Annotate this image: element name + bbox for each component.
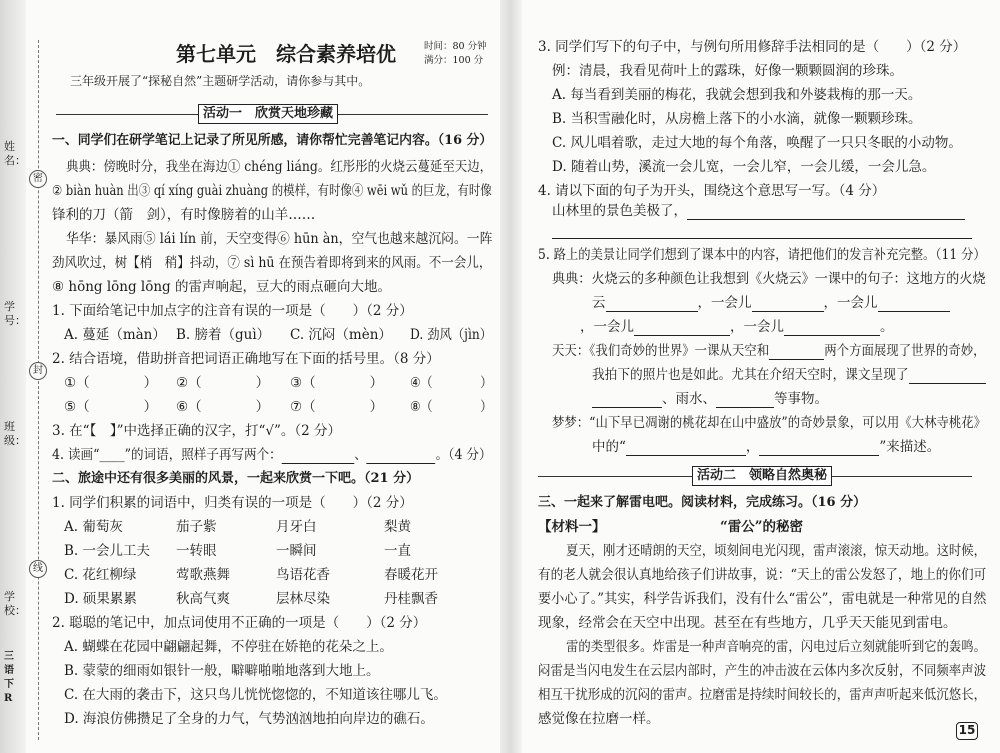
q5-tiantian-line1 bbox=[552, 342, 986, 360]
word-row-d[interactable] bbox=[64, 590, 438, 608]
material-p1-line1: 夏天，刚才还晴朗的天空，顷刻间电光闪现，雷声滚滚，惊天动地。这时候， bbox=[566, 543, 986, 559]
text: 、雨水、 bbox=[662, 391, 716, 407]
option-2-c[interactable]: C. 在大雨的袭击下，这只鸟儿恍恍惚惚的，不知道该往哪儿飞。 bbox=[64, 687, 447, 703]
text: 。 bbox=[880, 319, 894, 335]
seal-line bbox=[38, 40, 39, 740]
option-2-d[interactable]: D. 海浪仿佛攒足了全身的力气，气势汹汹地拍向岸边的礁石。 bbox=[64, 711, 434, 727]
section3-heading: 三、一起来了解雷电吧。阅读材料，完成练习。（16 分） bbox=[538, 495, 867, 510]
option-3-d[interactable]: D. 随着山势，溪流一会儿宽，一会儿窄，一会儿缓，一会儿急。 bbox=[552, 159, 936, 175]
q5-diandian-line1: 典典：火烧云的多种颜色让我想到《火烧云》一课中的句子：这地方的火烧 bbox=[552, 271, 986, 287]
blank-sky-1[interactable] bbox=[909, 370, 986, 384]
option-2-b[interactable]: B. 蒙蒙的细雨如银针一般，噼噼啪啪地落到大地上。 bbox=[64, 663, 380, 679]
question-3-example: 例：清晨，我看见荷叶上的露珠，好像一颗颗圆润的珍珠。 bbox=[552, 63, 903, 79]
full-score: 满分：100 分 bbox=[424, 55, 484, 66]
option-3-b[interactable]: B. 当积雪融化时，从房檐上落下的小水滴，就像一颗颗珍珠。 bbox=[552, 111, 922, 127]
question-4: 4. 请以下面的句子为开头，围绕这个意思写一写。（4 分） bbox=[538, 183, 886, 199]
question-1-4-tail: 。（4 分） bbox=[435, 447, 492, 463]
blank-7[interactable]: ⑦（ ） bbox=[290, 399, 384, 415]
time-limit: 时间：80 分钟 bbox=[424, 41, 487, 52]
material-p2-line2: 闷雷是当闪电发生在云层内部时，产生的冲击波在云体内多次反射，不同频率声波 bbox=[538, 663, 987, 679]
text: ， bbox=[745, 439, 760, 455]
question-4-start: 山林里的景色美极了， bbox=[552, 203, 687, 219]
word: 春暖花开 bbox=[384, 567, 438, 583]
question-1-3: 3. 在“【 】”中选择正确的汉字，打“√”。（2 分） bbox=[52, 423, 342, 439]
blank-5[interactable]: ⑤（ ） bbox=[64, 399, 158, 415]
question-4-writing bbox=[552, 202, 965, 220]
q5-mengmeng-line2 bbox=[592, 438, 940, 456]
text: 中的“ bbox=[592, 439, 626, 455]
blank-8[interactable]: ⑧（ ） bbox=[410, 399, 493, 415]
comma: 、 bbox=[354, 447, 367, 463]
material-p1-line4: 现象，经常会在天空中出现。甚至在有些地方，几乎天天能见到雷电。 bbox=[538, 615, 957, 631]
blank-cloud-2[interactable] bbox=[752, 298, 824, 312]
activity2-tag: 活动二 领略自然奥秘 bbox=[692, 466, 832, 486]
answer-line-a[interactable] bbox=[282, 450, 355, 464]
text: 两个方面展现了世界的奇妙， bbox=[824, 343, 986, 359]
student-id-label: 学号： bbox=[4, 300, 26, 327]
word: 秋高气爽 bbox=[176, 591, 230, 607]
note-line-4: 华华：暴风雨⑤ lái lín 前，天空变得⑥ hūn àn，空气也越来越沉闷。一阵 bbox=[66, 231, 493, 247]
note-line-1: 典典：傍晚时分，我坐在海边① chéng liáng。红彤彤的火烧云蔓延至天边， bbox=[66, 159, 493, 175]
blank-cloud-1[interactable] bbox=[606, 298, 698, 312]
seal-circle-feng: 封 bbox=[29, 362, 47, 380]
blank-2[interactable]: ②（ ） bbox=[176, 375, 270, 391]
answer-line-b[interactable] bbox=[367, 450, 436, 464]
question-2-2: 2. 聪聪的笔记中，加点词使用不正确的一项是（ ）（2 分） bbox=[52, 615, 427, 631]
blank-world[interactable] bbox=[769, 346, 824, 360]
material-p2-line1: 雷的类型很多。炸雷是一种声音响亮的雷，闪电过后立刻就能听到它的轰鸣。 bbox=[566, 639, 986, 655]
word-row-b[interactable] bbox=[64, 542, 411, 560]
q5-tiantian-line3 bbox=[592, 390, 828, 408]
material-p2-line4: 感觉像在拉磨一样。 bbox=[538, 711, 660, 727]
seal-circle-xian: 线 bbox=[29, 560, 47, 578]
text: ，一会儿 bbox=[697, 295, 752, 311]
question-1-1: 1. 下面给笔记中加点字的注音有误的一项是（ ）（2 分） bbox=[52, 303, 413, 319]
intro-text: 三年级开展了“探秘自然”主题研学活动，请你参与其中。 bbox=[70, 74, 371, 88]
text: ”来描述。 bbox=[879, 439, 941, 455]
word: 一转眼 bbox=[176, 543, 217, 559]
q5-diandian-line2 bbox=[592, 294, 950, 312]
name-label: 姓名： bbox=[4, 140, 26, 167]
text: ，一会儿 bbox=[580, 319, 634, 335]
spine-text: 三语下 R bbox=[4, 651, 14, 704]
question-5: 5. 路上的美景让同学们想到了课本中的内容，请把他们的发言补充完整。（11 分） bbox=[538, 247, 986, 263]
blank-poem-2[interactable] bbox=[759, 442, 879, 456]
text: ，一会儿 bbox=[823, 295, 878, 311]
word: C. 花红柳绿 bbox=[64, 567, 137, 583]
word: 一瞬间 bbox=[276, 543, 317, 559]
word: 莺歌燕舞 bbox=[176, 567, 230, 583]
word: 丹桂飘香 bbox=[384, 591, 438, 607]
material-title: “雷公”的秘密 bbox=[720, 519, 804, 535]
blank-4[interactable]: ④（ ） bbox=[410, 375, 493, 391]
activity1-tag: 活动一 欣赏天地珍藏 bbox=[198, 104, 338, 124]
writing-line-2[interactable] bbox=[552, 238, 972, 239]
text: ，一会儿 bbox=[730, 319, 784, 335]
material-p1-line3: 要小心了。”其实，科学告诉我们，没有什么“雷公”，雷电就是一种常见的自然 bbox=[538, 591, 987, 607]
section2-heading: 二、旅途中还有很多美丽的风景，一起来欣赏一下吧。（21 分） bbox=[52, 471, 420, 486]
page-gutter bbox=[500, 0, 522, 753]
option-3-a[interactable]: A. 每当看到美丽的梅花，我就会想到我和外婆栽梅的那一天。 bbox=[552, 87, 922, 103]
note-line-6: ⑧ hōng lōng lōng 的雷声响起，豆大的雨点砸向大地。 bbox=[52, 279, 391, 295]
word: 梨黄 bbox=[384, 519, 411, 535]
question-2-1: 1. 同学们积累的词语中，归类有误的一项是（ ）（2 分） bbox=[52, 495, 413, 511]
word: D. 硕果累累 bbox=[64, 591, 137, 607]
word: 茄子紫 bbox=[176, 519, 217, 535]
option-1-c[interactable]: C. 沉闷（mèn） bbox=[290, 327, 392, 343]
school-label: 学校： bbox=[4, 590, 26, 617]
option-2-a[interactable]: A. 蝴蝶在花园中翩翩起舞，不停驻在娇艳的花朵之上。 bbox=[64, 639, 393, 655]
text: 云 bbox=[592, 295, 606, 311]
word: 层林尽染 bbox=[276, 591, 330, 607]
writing-line-1[interactable] bbox=[687, 206, 965, 220]
blank-poem-1[interactable] bbox=[626, 442, 746, 456]
text: 我拍下的照片也是如此。尤其在介绍天空时，课文呈现了 bbox=[592, 367, 909, 383]
question-1-2: 2. 结合语境，借助拼音把词语正确地写在下面的括号里。（8 分） bbox=[52, 351, 440, 367]
word-row-a[interactable] bbox=[64, 518, 411, 536]
page-number: 15 bbox=[956, 722, 978, 740]
material-p1-line2: 有的老人就会很认真地给孩子们讲故事，说：“天上的雷公发怒了，地上的你们可 bbox=[538, 567, 987, 583]
seal-margin bbox=[0, 0, 46, 753]
word-row-c[interactable] bbox=[64, 566, 438, 584]
blank-3[interactable]: ③（ ） bbox=[290, 375, 384, 391]
section1-heading: 一、同学们在研学笔记上记录了所见所感，请你帮忙完善笔记内容。（16 分） bbox=[52, 133, 493, 148]
word: B. 一会儿工夫 bbox=[64, 543, 151, 559]
option-3-c[interactable]: C. 风儿唱着歌，走过大地的每个角落，唤醒了一只只冬眠的小动物。 bbox=[552, 135, 962, 151]
question-1-4 bbox=[52, 446, 492, 464]
blank-sky-2[interactable] bbox=[592, 394, 662, 408]
option-1-b[interactable]: B. 膀着（guì） bbox=[176, 327, 271, 343]
text: 等事物。 bbox=[774, 391, 828, 407]
blank-cloud-5[interactable] bbox=[784, 322, 880, 336]
seal-circle-mi: 密 bbox=[29, 170, 47, 188]
activity2-header bbox=[538, 466, 972, 486]
blank-6[interactable]: ⑥（ ） bbox=[176, 399, 270, 415]
activity1-header bbox=[56, 104, 488, 124]
class-label: 班级： bbox=[4, 420, 26, 447]
note-line-5: 劲风吹过，树【梢 稍】抖动，⑦ sì hū 在预告着即将到来的风雨。不一会儿， bbox=[52, 255, 492, 271]
option-1-d[interactable]: D. 劲风（jìn） bbox=[410, 327, 493, 343]
question-1-4-text: 4. 读画“____”的词语，照样子再写两个： bbox=[52, 447, 282, 463]
word: 一直 bbox=[384, 543, 411, 559]
option-1-a[interactable]: A. 蔓延（màn） bbox=[64, 327, 166, 343]
q5-diandian-line3 bbox=[580, 318, 894, 336]
note-line-2: ② biàn huàn 出③ qí xíng guài zhuàng 的模样，有时像④ wēi wǔ 的巨龙，有时像 bbox=[52, 183, 492, 199]
word: 月牙白 bbox=[276, 519, 317, 535]
question-3: 3. 同学们写下的句子中，与例句所用修辞手法相同的是（ ）（2 分） bbox=[538, 39, 967, 55]
word: 鸟语花香 bbox=[276, 567, 330, 583]
q5-tiantian-line2 bbox=[592, 366, 985, 384]
unit-title: 第七单元 综合素养培优 bbox=[176, 42, 396, 66]
note-line-3: 锋利的刀（箭 剑），有时像膀着的山羊…… bbox=[52, 207, 316, 223]
blank-1[interactable]: ①（ ） bbox=[64, 375, 158, 391]
word: A. 葡萄灰 bbox=[64, 519, 123, 535]
blank-cloud-3[interactable] bbox=[878, 298, 950, 312]
material-p2-line3: 相互干扰形成的沉闷的雷声。拉磨雷是持续时间较长的，雷声声听起来低沉悠长， bbox=[538, 687, 987, 703]
blank-cloud-4[interactable] bbox=[634, 322, 730, 336]
text: 天天：《我们奇妙的世界》一课从天空和 bbox=[552, 343, 770, 359]
material-label: 【材料一】 bbox=[538, 519, 606, 535]
blank-sky-3[interactable] bbox=[716, 394, 774, 408]
q5-mengmeng-line1: 梦梦：“山下早已凋谢的桃花却在山中盛放”的奇妙景象，可以用《大林寺桃花》 bbox=[552, 415, 987, 431]
